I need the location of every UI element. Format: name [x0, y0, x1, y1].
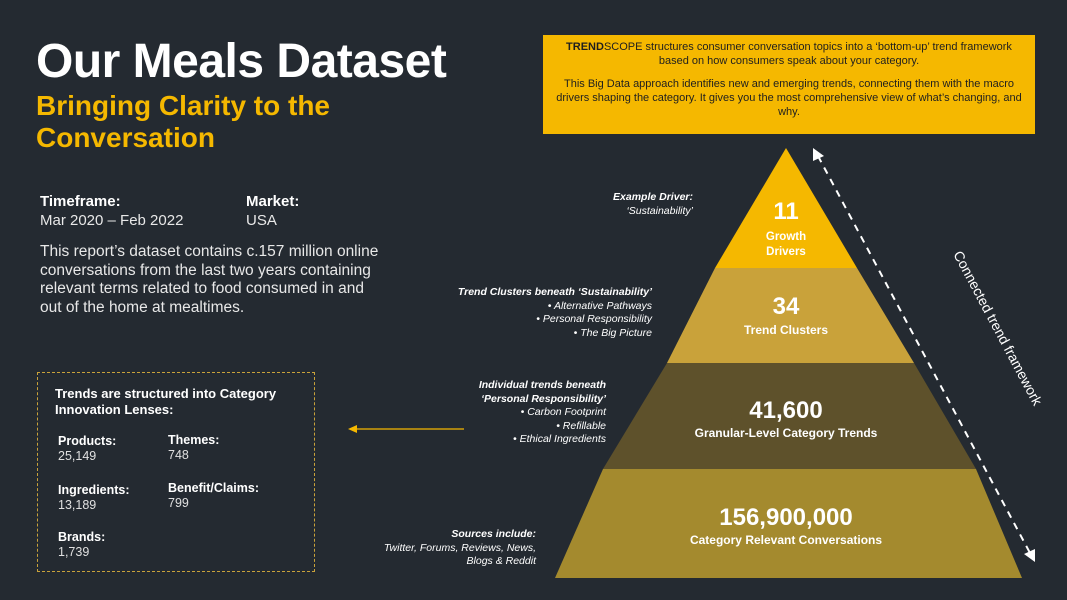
market-block: [246, 193, 299, 229]
individual-trends-note: [440, 379, 606, 447]
lens-themes: [168, 433, 219, 462]
lens-value: 25,149: [58, 449, 97, 463]
page-subtitle: Bringing Clarity to the Conversation: [36, 90, 330, 153]
lens-label: Brands:: [58, 530, 106, 544]
note-item: • Ethical Ingredients: [513, 433, 606, 445]
note-heading: ‘Personal Responsibility’: [481, 392, 606, 405]
timeframe-value: Mar 2020 – Feb 2022: [40, 212, 184, 229]
note-text-1: structures consumer conversation topics into a ‘bottom-up’ trend framework based on how consumers speak about your category.: [642, 41, 1012, 67]
tier-number: 41,600: [749, 397, 823, 424]
note-item: Blogs & Reddit: [466, 555, 536, 567]
framework-label: Connected trend framework: [950, 247, 1046, 409]
sources-note: [340, 528, 536, 569]
lens-value: 799: [168, 496, 189, 510]
note-heading: Example Driver:: [613, 191, 693, 203]
note-heading: Trend Clusters beneath ‘Sustainability’: [457, 286, 652, 298]
lens-value: 13,189: [58, 498, 97, 512]
example-driver-note: [560, 191, 693, 218]
tier-label: Granular-Level Category Trends: [694, 426, 878, 440]
lens-products: [58, 434, 116, 463]
tier-label: Drivers: [766, 246, 806, 258]
note-item: • Alternative Pathways: [547, 299, 652, 312]
lens-label: Themes:: [168, 433, 220, 447]
tier-label: Trend Clusters: [743, 323, 829, 337]
tier-label: Growth: [765, 231, 807, 243]
market-label: Market:: [246, 193, 300, 210]
note-heading: Sources include:: [451, 528, 536, 540]
note-item: • Refillable: [556, 419, 606, 432]
lens-label: Benefit/Claims:: [168, 481, 259, 495]
trendscope-note: [543, 35, 1035, 134]
note-paragraph-2: This Big Data approach identifies new and emerging trends, connecting them with the macro drivers shaping the category. It gives you the most comprehensive view of what’s changing, and why.: [556, 78, 1022, 118]
intro-text: This report’s dataset contains c.157 million online conversations from the last two years containing relevant terms related to food consumed in and out of the home at mealtimes.: [40, 243, 379, 316]
innovation-lenses-box: [37, 372, 315, 572]
lens-brands: [58, 530, 105, 559]
note-item: • The Big Picture: [573, 326, 652, 339]
lens-label: Products:: [58, 434, 117, 448]
tier-number: 34: [772, 293, 800, 320]
brand-name-rest: SCOPE: [603, 41, 643, 53]
trend-clusters-note: [420, 286, 652, 340]
timeframe-label: Timeframe:: [40, 193, 121, 210]
note-item: • Personal Responsibility: [536, 313, 652, 325]
note-item: Twitter, Forums, Reviews, News,: [383, 541, 536, 554]
note-item: • Carbon Footprint: [520, 406, 606, 418]
page-title: Our Meals Dataset: [36, 35, 447, 88]
tier-label: Category Relevant Conversations: [689, 533, 883, 547]
timeframe-block: [40, 193, 183, 229]
lenses-heading: Trends are structured into Category Innovation Lenses:: [55, 386, 277, 417]
brand-name-bold: TREND: [566, 41, 604, 53]
lens-value: 1,739: [58, 545, 90, 559]
lens-label: Ingredients:: [58, 483, 130, 497]
lens-benefits: [168, 481, 259, 510]
tier-number: 11: [773, 198, 799, 225]
note-paragraph-1: [553, 40, 1025, 68]
note-heading: Individual trends beneath: [478, 379, 606, 391]
lens-value: 748: [168, 448, 189, 462]
tier-number: 156,900,000: [719, 504, 853, 531]
lens-ingredients: [58, 483, 130, 512]
market-value: USA: [246, 212, 277, 229]
note-item: ‘Sustainability’: [626, 204, 693, 217]
